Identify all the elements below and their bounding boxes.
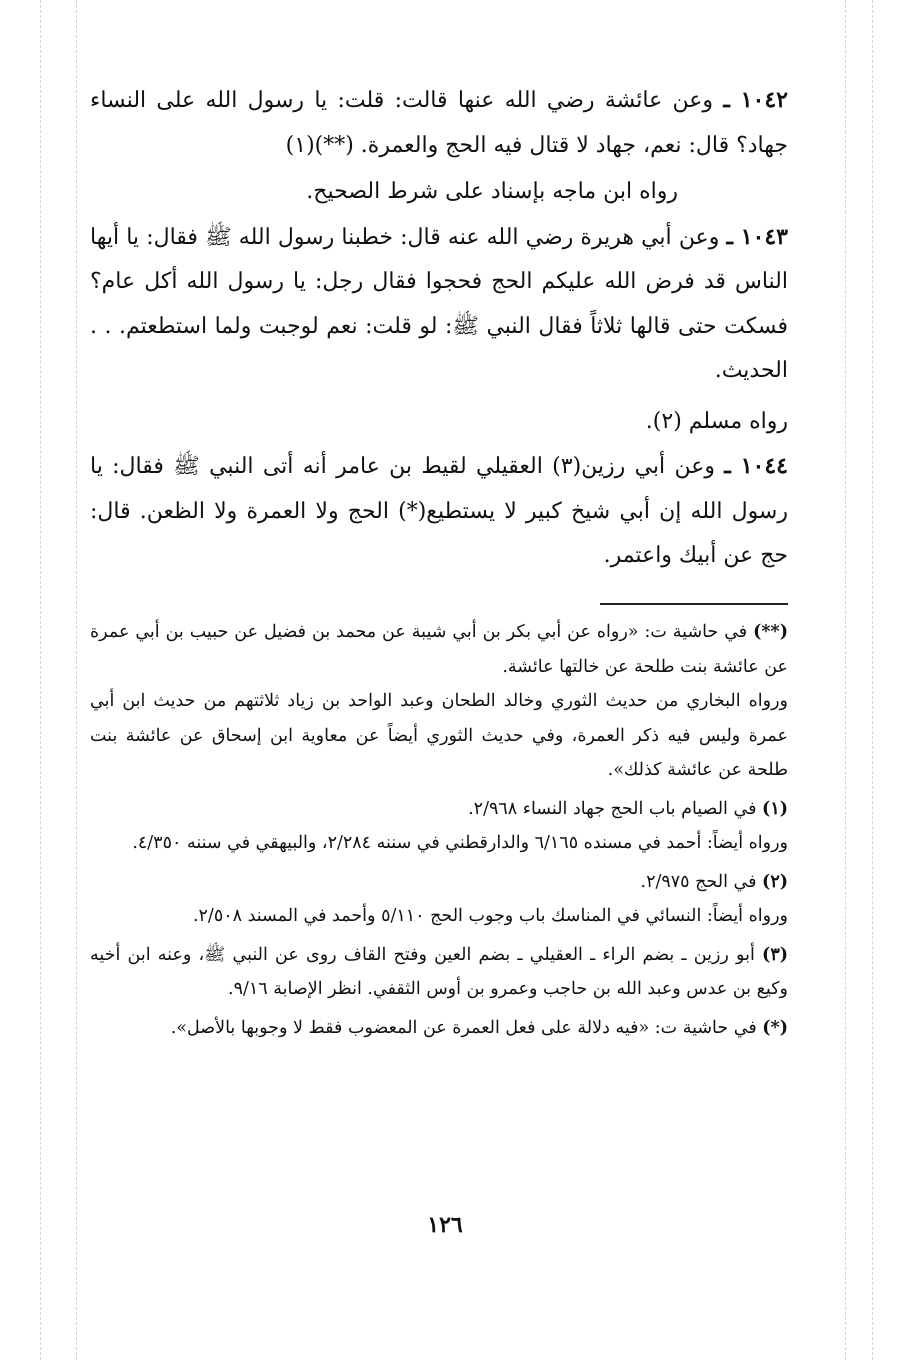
scan-guide-line [76,0,77,1360]
footnote-text: أبو رزين ـ بضم الراء ـ العقيلي ـ بضم العين وفتح القاف روى عن النبي ﷺ، وعنه ابن أخيه وكيع بن عدس وعبد الله بن حاجب وعمرو بن أوس الثقفي. انظر الإصابة ٩/١٦. [90,944,788,999]
footnote [90,865,788,900]
scan-guide-line [40,0,41,1360]
hadith-number: ١٠٤٤ ـ [724,453,788,479]
hadith-number: ١٠٤٣ ـ [726,223,788,250]
footnote [90,826,788,861]
footnote [90,615,788,684]
hadith-source: رواه ابن ماجه بإسناد على شرط الصحيح. [306,179,678,204]
hadith-1044 [90,444,788,579]
hadith-1042 [90,78,788,168]
hadith-text: وعن أبي رزين(٣) العقيلي لقيط بن عامر أنه أتى النبي ﷺ فقال: يا رسول الله إن أبي شيخ كبير لا يستطيع(*) الحج ولا العمرة ولا الظعن. قال: حج عن أبيك واعتمر. [90,454,788,568]
hadith-1043 [90,215,788,394]
hadith-text: وعن عائشة رضي الله عنها قالت: قلت: يا رسول الله على النساء جهاد؟ قال: نعم، جهاد لا قتال فيه الحج والعمرة. (**)(١) [90,88,788,158]
footnote-mark: (٣) [762,944,788,965]
footnote-text: في الحج ٢/٩٧٥. [640,871,757,892]
main-text [90,78,788,581]
footnotes [90,615,788,1045]
footnote-text: ورواه أيضاً: النسائي في المناسك باب وجوب الحج ٥/١١٠ وأحمد في المسند ٢/٥٠٨. [192,906,788,926]
scan-guide-line [845,0,846,1360]
footnote-mark: (*) [762,1017,788,1038]
footnote-mark: (**) [753,622,788,642]
footnote [90,899,788,934]
footnote-mark: (٢) [762,871,788,892]
footnote [90,792,788,827]
footnote [90,684,788,788]
footnote-text: في الصيام باب الحج جهاد النساء ٢/٩٦٨. [468,798,757,819]
footnote-mark: (١) [762,798,788,819]
page-number: ١٢٦ [427,1212,463,1238]
footnote-text: ورواه أيضاً: أحمد في مسنده ٦/١٦٥ والدارقطني في سننه ٢/٢٨٤، والبيهقي في سننه ٤/٣٥٠. [132,833,788,853]
hadith-number: ١٠٤٢ ـ [723,87,788,113]
footnote-separator [600,603,788,605]
hadith-source: رواه مسلم (٢). [645,408,788,434]
hadith-text: وعن أبي هريرة رضي الله عنه قال: خطبنا رسول الله ﷺ فقال: يا أيها الناس قد فرض الله عليكم الحج فحجوا فقال رجل: يا رسول الله أكل عام؟ فسكت حتى قالها ثلاثاً فقال النبي ﷺ: لو قلت: نعم لوجبت ولما استطعتم. . . الحديث. [90,224,788,383]
footnote [90,1011,788,1046]
footnote-text: ورواه البخاري من حديث الثوري وخالد الطحان وعبد الواحد بن زياد ثلاثتهم من حديث ابن أبي عمرة وليس فيه ذكر العمرة، وفي حديث الثوري أيضاً عن معاوية ابن إسحاق عن عائشة بنت طلحة عن عائشة كذلك». [90,691,788,780]
scan-guide-line [872,0,873,1360]
footnote [90,938,788,1007]
footnote-text: في حاشية ت: «فيه دلالة على فعل العمرة عن المعضوب فقط لا وجوبها بالأصل». [170,1017,757,1038]
footnote-text: في حاشية ت: «رواه عن أبي بكر بن أبي شيبة عن محمد بن فضيل عن حبيب بن أبي عمرة عن عائشة بنت طلحة عن خالتها عائشة. [90,622,788,677]
